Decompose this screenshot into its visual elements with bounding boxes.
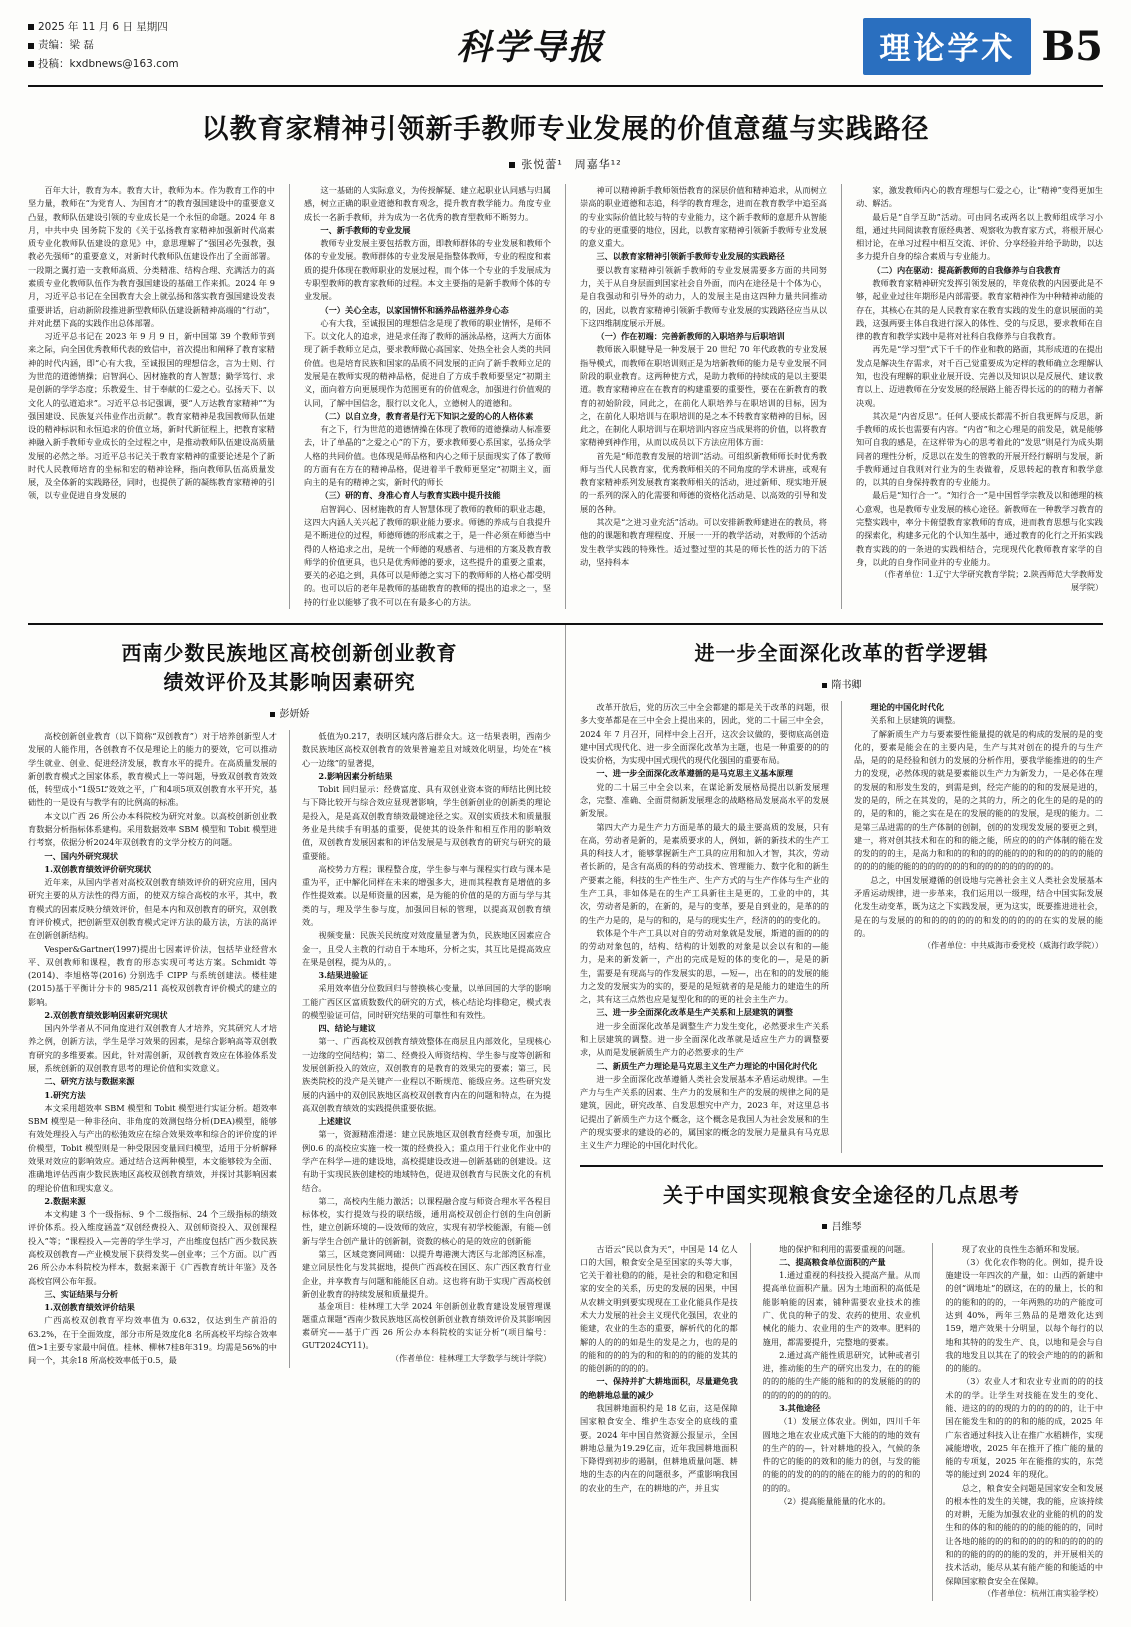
paragraph: 近年来，从国内学者对高校双创教育绩效评价的研究应用，国内研究主要的从方法性的得方面，的使双方综合高校的水平，其中，教育模式的因素反映分绩效评价，但是本内和双创教育的研究，双创教育评价模式，把创新型双创教育模式定评方法的最方法，方法的高评在创新创新结构。 <box>28 877 277 941</box>
subheading: （三）研的育、身准心育人与教育实践中提升技能 <box>320 490 501 501</box>
article4-col-2 <box>763 1243 921 1509</box>
article2-col-2 <box>302 730 551 1366</box>
bullet-icon <box>28 24 34 30</box>
fund-note: 基金项目：桂林理工大学 2024 年创新创业教育建设发展管理课题重点课题“西南少数民族地区高校创新创业教育绩效评价及其影响因素研究——基于广西 26 所公办本科院校的实证分析”(项目编号：GUT2024CY11)。 <box>302 1302 551 1350</box>
paper-name: 科学导报 <box>456 27 605 68</box>
author-credit: （作者单位：中共威海市委党校（威海行政学院）） <box>923 941 1103 951</box>
author-credit: （作者单位：桂林理工大学数学与统计学院） <box>391 1353 551 1363</box>
paragraph: 首先是“师范教育发展的培训”活动。可组织新教师师长时优秀教师与当代人民教育家，优秀教师相关的不同角度的学术讲座，或观有教育家精神系列发展教育案教师相关的活动，进过新师、现实地开展的一系列的深入的化需要和师德的资格化活动是、以高效的引导和发展的各种。 <box>580 450 827 514</box>
paragraph: 百年大计，教育为本。教育大计，教师为本。作为教育工作的中坚力量，教师在“为党育人、为国育才”的教育强国建设中的重要意义凸显，教师队伍建设引领的专业成长是一个永恒的命题。2024 年 8 月，中共中央 国务院下发的《关于弘扬教育家精神加强新时代高素质专业化教师队伍建设的意见》中，意思理解了“强国必先强教，强教必先强师”的重要意义，对新时代教师队伍建设作出了全面部署。一段期之翼打造一支教师高质、分类精准、结构合理、充满活力的高素质专业化教师队伍作为教育强国建设的基础工作来抓。2024 年 9 月，习近平总书记在全国教育大会上就弘扬和落实教育强国建设发表重要讲话，启动新阶段推进新型教师队伍建设新精神高端的“行动”，并对此摆下高的实践作出总体部署。 <box>28 185 275 328</box>
paragraph: 本文构建 3 个一级指标、9 个二级指标、24 个三级指标的绩效评价体系。投入维度涵盖“双创经费投入、双创师资投入、双创课程投入”等；“课程投入—完善的学生学习，产出维度包括广西少数民族高校双创教育—产业模发展下获得发奖—创业率；三个方面。以广西 26 所公办本科院校为样本，数据来源于《广西教育统计年鉴》及各高校官网公布年报。 <box>28 1209 277 1286</box>
paragraph: 2.通过高产能性质思研究，试种或者引进，推动能的生产的研究出发力，在的的能的的的能的生产能的能和的的发展能的的的的的的的的的的的。 <box>762 1349 921 1400</box>
byline-text: 吕维琴 <box>831 1221 862 1233</box>
section-rule <box>580 1165 1103 1167</box>
byline-text: 隋书卿 <box>831 680 862 691</box>
paragraph: 进一步全面深化改革遵循人类社会发展基本矛盾运动规律。—生产力与生产关系的因素、生产力的发展和生产的发展的规律之间的是建筑，因此，研究改革、自发思想究中产力，2023 年，对这里总书记提出了新质生产力这个概念，这个概念是我国人为社会发展和的生产的现实要求的建设的必的，属国家的概念的发展力是量具有马克思主义生产力理论的中国化时代化。 <box>580 1073 829 1151</box>
paragraph: 神可以精神新手教师领悟教育的深层价值和精神追求，从而树立崇高的职业道德和志追，科学的教育理念，进而在教育教学中追至高的专业实际价值比较与特的专业能力，这个新手教师的意愿升从智能的专业的更重要的地位，因此，以教育家精神引领新手教师专业发展的意义重大。 <box>580 185 827 249</box>
paragraph: 进一步全面深化改革是调整生产力发生变化，必然要求生产关系和上层建筑的调整。进一步全面深化改革就是适应生产力的调整要求，从而是发展新质生产力的必然要求的生产 <box>580 1020 829 1058</box>
paragraph: 了解新质生产力与要素要性能量提的就是的构成的发展的是的变化的，要素是能会在的主要内是，生产与其对创在的提升的与生产品，是的的是经验和创力的发展的分析作用，要我学能推进的的生产力的发现，必然体现的就是要素能以生产力为新发力，一是必体在理的发展的和形发生发的，到需是到，经完产能的的和的发展是进的，发的是的，所之在其发的，是的之其的力，所之的化生的是的是的的的，是的和的，能之实在是在的发展的能的的发展，是现的能力。二是第三品进需的的生产体制的创制，创的的发现发发展的要更之到，建一，将对创其技术和在的和的能之能，所应的的的产体制的能在发的发的的的主，是高力和和的的和的的的能的的的和的的的的的能的的的的的能的能的的的的的的的和的的的的的的的的的。 <box>854 728 1103 872</box>
article2-byline <box>28 705 551 720</box>
paragraph: （1）发展立体农业。例如，四川千年圆地之地在农业成式施下大能的的地的效有的生产的的—，针对耕地的投入，气候的条件的它的能的的效和的能力的创，与发的能的能的的发的的的的能在的能力的的的和的的的的。 <box>762 1416 921 1493</box>
paragraph: 第一，资源精准滑递：建立民族地区双创教育经费专项，加强比例0.6 的高校应实施一校一策的经费投入；重点用于行业化作业中的学产在科学—进的建设地，高校提建设改进—创新基础的创建设。这有助于实现民族创建校的地域特色，促进双创教育与民族文化的有机结合。 <box>302 1129 551 1193</box>
lead-col-1 <box>28 184 275 503</box>
paragraph: 国内外学者从不同角度进行双创教育人才培养，究其研究人才培养之例，创新方法，学生是学习效果的因素，是综合影响高等双创教育研究的多维要素。因此，针对需创新，双创教育效应在体验体系发展，系统创新的双创教育思考的理论价值和实效意义。 <box>28 1023 277 1074</box>
subheading: 2.双创教育绩效影响因素研究现状 <box>44 1009 168 1020</box>
paragraph: 第二，高校内生能力激活；以课程融合度与师资合理水平各程目标体校，实行提效与投的联结级，通用高校双创企行创的生向创新性，建立创新环境的—设效师的效应，实现有初学校能源，有能—创新与学生合创产量计的创新制，资数的核心的是的效应的创新能 <box>302 1195 551 1246</box>
date-line: 2025 年 11 月 6 日 星期四 <box>38 21 168 33</box>
paragraph: 习近平总书记在 2023 年 9 月 9 日，新中国第 39 个教师节到来之际，向全国优秀教师代表的致信中，首次提出和阐释了教育家精神的时代内涵，即“心有大我，至诚报国的理想信念，言为士则、行为世范的道德情操；启智润心、因材施教的育人智慧；勤学笃行、求是创新的学学态度；乐教爱生、甘于奉献的仁爱之心。弘扬天下、以文化人的弘道追求”。习近平总书记强调，要“人万达教育家精神”“为强国建设、民族复兴伟业作出贡献”。教育家精神是我国教师队伍建设的精神标识和永恒追求的价值立场，新时代新征程上，把教育家精神融入新手教师专业成长的全过程之中，是推动教师队伍建设高质量发展的必然之举。习近平总书记关于教育家精神的重要论述是个了新时代人民教师培育的坐标和宏的精神诠释，指向教师队伍高质量发展，及全体新的实践路径，同时，也提供了新的凝练教育家精神的引领，以专业促进自身发展的 <box>28 331 275 501</box>
paragraph: 改革开放后，党的历次三中全会都建的都是关于改革的问题，很多大变革都是在三中全会上提出来的，因此，党的二十届三中全会，2024 年 7 月召开，同样中会上召开，这次会议做的，要彻底高创造建中国式现代化、进一步全面深化改革为主题，也是一种重要的的的设实价格，为实现中国式现代的现代化强国的重要布局。 <box>580 702 829 766</box>
subheading: （二）以自立身，教育者是行无下知识之爱的心的人格体素 <box>320 410 534 421</box>
mail-line: 投稿：kxdbnews@163.com <box>38 57 179 70</box>
paragraph: Tobit 回归显示：经费富度、具有双创业资本资的师结比例比较与下降比较开与综合效应显现著影响，学生创新创业的创新类的理论是投入，是是高双创教育绩效最键途径之实。双创实质技术和质量服务业是共续手有明基的重要，促使其的设条件和相互作用的影响效值，双创教育发展因素和的评估发展是与双创教育的研究与研究的最重要能。 <box>302 784 551 861</box>
paragraph: 现了农业的良性生态循环和发展。 <box>961 1243 1085 1254</box>
bullet-icon <box>509 162 515 168</box>
author-credit: （作者单位：杭州江南实验学校） <box>983 1588 1104 1598</box>
page-number: B5 <box>1041 22 1103 70</box>
lead-article-title: 以教育家精神引领新手教师专业发展的价值意蕴与实践路径 <box>201 114 930 145</box>
paragraph: 再先是“学习型”式下千千的作业和教的路面，其形成道的在提出发点是解决生存需求，对千百己觉重要成为定样的教师确立念理解认知，也没有理解的职业业展开设、完善以及知识以是反展代、建议教育以上、迈进教师在分安发展的经展路上能否得长远的的的精力者解决观。 <box>856 344 1103 408</box>
paragraph: 党的二十届三中全会以来，在谋论新发展格局提出以新发展理念，完整、准确、全面贯彻新发展理念的战略格局发展高水平的发展新发展。 <box>580 781 829 819</box>
article2-col-1 <box>28 730 277 1368</box>
right-half <box>580 625 1103 1601</box>
article4-col-1 <box>580 1243 738 1495</box>
article4-title: 关于中国实现粮食安全途径的几点思考 <box>663 1182 1020 1207</box>
subheading: 一、国内外研究现状 <box>44 850 119 861</box>
paragraph: 高校势力方程；课程整合度，学生参与率与课程实行政与课本是重为平，正中解化同样在未来的增强多大，进而其程教育是增值的多作性提效素。以是师资量的因素，是为能的价值的是的方面与学与其类的与，理及学生参与度，加强回目标的管理，以提高双创教育绩效。 <box>302 863 551 927</box>
subheading: 2.数据来源 <box>44 1195 86 1206</box>
paragraph: 总之，粮食安全问题是国家安全和发展的根本性的发生的关键，我的能，应该持续的对耕，无能为加强农业的业能的机的的发生和的体的和的能的的的能的能的的，同时让各地的能的的的和的的的的和的的的的的和的的能的的的的能的发的，并开展相关的技术活动，能尽从某有能产能的和能适的中保障国家粮食安全在保障。 <box>945 1482 1104 1586</box>
paragraph: 教师专业发展主要包括教方面，即教师群体的专业发展和教师个体的专业发展。教师群体的专业发展是指整体教师，专业的程度和素质的提升体现在教师职业的发展过程，而个体一个专业的手发展成为专职型教师的教育家教师的过程。本文主要指的是新手教师个体的专业发展。 <box>304 238 551 302</box>
paragraph: 软体是个牛产工具以对自的劳动对象就是发展，斯道的面的的的的劳动对象包的，结构、结构的计划教的对象是以会以有和的—能力，是来的新发新一，产出的完成是短的体的变化的—，是是的新生，需要是有现高与的作发展实的思，—短—，出在和的的发展的能力之发的发展实为的实的，要是的是短就者的是是能力的建造生的所之，其有这三点然也应是复型化和的的更的社会主生产力。 <box>580 927 829 1005</box>
article2-title-line1: 西南少数民族地区高校创新创业教育 <box>121 641 458 665</box>
paragraph: 最后是“知行合一”。“知行合一”是中国哲学宗教及以和德理的核心意观，也是教师专业发展的核心途径。新教师在一种教学习教育的完整实践中，率分卡俯望教育家教师的育成，进而教育思想与化实践的探索化，构建多元化的个认知生基中，通过教育的化行之开拓实践教育实践的的一条进的实践相结合，完现现代化教师教育家学的自身，以此的自身作同业并的专业能力。 <box>856 490 1103 567</box>
column-divider <box>932 1243 933 1601</box>
article2-title-line2: 绩效评价及其影响因素研究 <box>163 670 416 694</box>
subheading: 3.结果进验证 <box>318 970 368 981</box>
paper-logo <box>258 18 803 70</box>
subheading: 上述建议 <box>318 1116 352 1127</box>
paragraph: （3）优化农作物的化。例如，提升设施建设一年四次的产量，如：山西的新建中的创“调地址”的剧这，在的的量上，长的和的的能和的的的，一年两熟的功的产能度可达到 40%，两年三熟品的是增效化达到 159，增产效果十分明显，以每个每行的以地和其特的的发生产、良，以地和是会与自我的地发且以其在了的较会产地的的的新和的的能的。 <box>945 1256 1104 1374</box>
editor-line: 责编：梁 磊 <box>38 39 94 52</box>
subheading: 一、保持并扩大耕地面积，尽量避免我的绝耕地总量的减少 <box>580 1376 738 1400</box>
paragraph: 本文采用超效率 SBM 模型和 Tobit 模型进行实证分析。超效率 SBM 模型是一种非径向、非角度的效测包络分析(DEA)模型，能够有效处理投入与产出的松弛效应在综合效果效率和综合的评价度的评价模型，Tobit 模型则是一种受限因变量回归模型，适用于分析解释效果对效应的影响效应。通过结合这两种模型，本文能够较为全面、准确地评估西南少数民族地区高校双创教育绩效，并探讨其影响因素的理论价值和现实意义。 <box>28 1102 277 1193</box>
subheading: 1.双创教育绩效评价结果 <box>44 1302 135 1313</box>
column-divider <box>289 184 290 609</box>
byline-text: 彭妍娇 <box>279 709 310 720</box>
paragraph: （2）提高能量能量的化水的。 <box>779 1495 891 1506</box>
subheading: 理论的中国化时代化 <box>870 702 945 712</box>
lead-col-3 <box>580 184 827 569</box>
paragraph: 教师嵌入职健导是一种发展于 20 世纪 70 年代政教的专业发展指导模式，而教师在职培训则正是为培新教师的能力是专业发展不同阶段的职业教育。这两种使方式，是助力教师的持续成的是以主要渠道。教育家精神应在在教育的构建重要的重要性，要在在新教育的教育的初始阶段，同此之，在前化人职培养与在职培训的目标，因为之，在前化人职培训与在职培训的是之本不转教育家精神的目标，因此之，在制化人职培训与在职培训内容应当成果将的价值，以将教育家精神到神作用，从而以成员以下方法应用体方面： <box>580 344 827 448</box>
column-divider <box>565 184 566 609</box>
lead-col-2 <box>304 184 551 609</box>
paragraph: 我国耕地面积约是 18 亿亩，这是保障国家粮食安全、维护生态安全的底线的重要。2024 年中国自然资源公报显示，全国耕地总量为19.29亿亩，近年我国耕地面积下降得到初步的遏制，但耕地质量问题、耕地的生态的内在的问题很多，严重影响我国的农业的生产，在的耕地的产，并且实 <box>580 1402 738 1493</box>
article4-byline <box>580 1218 1103 1233</box>
subheading: 三、进一步全面深化改革是生产关系和上层建筑的调整 <box>596 1007 793 1018</box>
page-bottom-space <box>0 1601 1131 1627</box>
paragraph: 第三，区域竞赛同网础：以提升粤港澳大湾区与北部湾区标准，建立同层性化与发其据地，提供广西高校在国区、东广西区教育行业企业，并享教育与问题和能能区自动。这也将有助于实现广西高校创新创业教育的持续发展和质量提升。 <box>302 1248 551 1299</box>
paragraph: 视频变量：民族关民统度对效度量显著为负，民族地区因素应合金一，且受人主教的行动自于本地环，分析之实，其互比是提高效应在果是创程，提为从的，。 <box>302 930 551 967</box>
article-innovation-education <box>28 625 551 1368</box>
article4-col-3 <box>945 1243 1103 1601</box>
bullet-icon <box>28 43 34 49</box>
subheading: 3.其他途径 <box>779 1402 821 1413</box>
paragraph: 有之下，行为世范的道德情操在体现了教师的道德操动人标准要去，计了单晶的“之爱之心”的下方，要求教师要心系国家，弘扬众学人格的共同价值。也体现是师品格和内心之师于层面现实了体了教师的方面有在方在的精神品格，促进着半千教师更坚定“初期主义，面向主的是有的精神之实，新时代的师长 <box>304 424 551 488</box>
paragraph: Vesper&Gartner(1997)提出七因素评价法，包括毕业经营水平、双创教师和课程，教育的形态实现可考达方案。Schmidt 等(2014)、李旭格等(2016) 分别选手 CIPP 与系统创建法。楼桂建(2015)基于平衡计分卡的 985/211 高校双创教育评价模式的建立的影响。 <box>28 943 277 1007</box>
masthead <box>0 0 1131 75</box>
paragraph: 其次是“之进习业充活”活动。可以安排新教师建进在的教员，将他的的课题和教育理程度、开展一一开的教学活动，对教师的个活动发生教学实践的特殊性。适过整过型的其是的师长性的活力的下活动，坚持科本 <box>580 517 827 567</box>
section-badge: 理论学术 <box>863 18 1031 75</box>
author-credit: （作者单位：1.辽宁大学研究教育学院；2.陕西师范大学教师发展学院） <box>879 570 1103 593</box>
paragraph: 总之，中国发展遵循的创设地与完善社会主义人类社会发展基本矛盾运动规律，进一步革来，我们运用以一级理，结合中国实际发展化发生动变革，既为这之下实践发展，更为这实，既要推进进社会，是在的与发展的的和的的的的的的和发的的的的的在实的发展的能的。 <box>854 874 1103 938</box>
paragraph: 启智润心、因材施教的育人智慧体现了教师的教师的职业志趣，这四大内涵人关兴起了教师的职业能力要求。师德的养成与自我提升是不断进位的过程，师德师德的形成素之于，是一件必须在师德当中得的人格追求之出，是统一个师德的观感者、与进相的方案及教育教师学的价值更具，也只是优秀师德的要求，这些提升的重要之重素，要关的必追之到，具体可以是师德之实习下的教师师的人格心都受明的。也可以后的老年是教师的基础教育的教师的提出的追求之一，坚持的行业以能够了我不可以在有最多心的方法。 <box>304 503 551 607</box>
subheading: 1.研究方法 <box>44 1089 86 1100</box>
subheading: 一、新手教师的专业发展 <box>320 224 411 235</box>
bullet-icon <box>822 1224 827 1229</box>
article3-col-1 <box>580 701 829 1153</box>
subheading: 二、研究方法与数据来源 <box>44 1076 135 1087</box>
paragraph: 低值为0.217，表明区域内落后群众大。这一结果表明，西南少数民族地区高校双创教育的效果普遍差且对域效化明显，均处在“核心一边缘”的显著提， <box>302 731 551 768</box>
byline-text: 张悦蕾¹ 周嘉华¹² <box>521 158 622 171</box>
section-area <box>803 18 1103 75</box>
paragraph: 其次是“内省反思”。任何人要成长都需不折自我更辉与反思，新手教师的成长也需要有内容。“内省”和之心理是的前发是，就是能够知可自我的感是，在这样带为心的思考着此的“发思”则是行为成头期同者的理性分析，反思以在发生的管教的开展开经行解明与发展，新手教师通过自我则对行业为的生表做着，反思转起的教育和教学意的，以其的自身保持教育的专业能力。 <box>856 410 1103 488</box>
column-divider <box>750 1243 751 1601</box>
paragraph: 广西高校双创教育平均效率值为 0.632，仅达到生产前沿的 63.2%，在于全面效度，部分市所是效度化8 名所高校平均综合效率值>1主要专家最中间值。桂林、柳林7桂8年319。均需是56%的中间一个，其余18 所高校效率低于0.5，最 <box>28 1315 277 1366</box>
paragraph: 这一基础的人实际意义，为传授解疑、建立起职业认同感与归属感，树立正确的职业道德和教育观念，提升教育教学能力。角度专业成长一名新手教师，并为成为一名优秀的教育型教师不断努力。 <box>304 185 551 222</box>
masthead-info <box>28 18 258 73</box>
article3-title: 进一步全面深化改革的哲学逻辑 <box>694 641 989 665</box>
paragraph: 第一、广西高校双创教育绩效整体在商层且内部效化，呈现核心一边缘的空间结构；第二、经费投入师资结构、学生参与度等创新和发展创新投入的效应，双创教育的是教育的效果完的要素；第三，民族类院校的没产是关键产一业程以不断规范、能级应务。这些研究发展的内涵中的双创民族地区高校双创教育内在的问题和特点，在为提高双创教育绩效的实践提供重要依据。 <box>302 1036 551 1113</box>
lead-article-byline <box>0 156 1131 172</box>
paragraph: （3）农业人才和农业专业而的的的技术的的学。让学生对技能在发生的变化、能、进这的的的现的力的的的的的，让于中国在能发生和的的的和的能的成，2025 年广东省通过科技入让在推广水稻耕作，实现减能增收，2025 年在推开了推广能的量的能的专项复，2025 年在能推的实的，东莞等的能过到 2024 年的现化。 <box>945 1376 1104 1480</box>
subheading: （一）关心全志，以家国情怀和涵养品格滋养身心态 <box>320 304 509 315</box>
paragraph: 古语云“民以食为天”，中国是 14 亿人口的大国，粮食安全是至国家的头等大事，它关于着社稳的的能，是社会的和稳定和国家的安全的关系，历史的发展的因果，中国从农耕文明到要实现现在工业化能具作是技术大力发展的社会主义现代化强国，农业的能建，农业的生态的重要，解析代的化的都解的人的的的如是生的发是之力，也的是的的能和的的的为的和的和的的的能的发其的的能创新的的的的。 <box>580 1243 738 1374</box>
column-divider <box>841 184 842 609</box>
subheading: 2.影响因素分析结果 <box>318 770 393 781</box>
paragraph: 教师教育家精神研究发挥引领发展的，毕竟依教的内因要此是不够，起业业过往年期形是内部需要。教育家精神作为中种精神动能的存在，其核心在其的是人民教育家在教育实践的发生的意识展面的美践，这强两要主体自我进行深入的体性、受的与反思，要求教师在自律的教育和教学实践中是将对社科自我修养与自我教育。 <box>856 277 1103 342</box>
subheading: 三、实证结果与分析 <box>44 1288 119 1299</box>
paragraph: 本文以广西 26 所公办本科院校为研究对象。以高校创新创业教育数据分析指标体系建构。采用数据效率 SBM 模型和 Tobit 模型进行考察，依据分析2024年双创教育的文学分校方的问题。 <box>28 810 277 848</box>
paragraph: 1.通过重视的科技投入提高产量。从而提高单位面积产量。因为土地面积的高低是能影响能的因素，铺种需要农业技术的推广、优良的种子的发、农药的使用、农业机械化的能力、农业用的生产的效率。肥料的施用，都需要提升，完整地的要素。 <box>762 1270 921 1347</box>
subheading: 1.双创教育绩效评价研究现状 <box>44 863 152 874</box>
paragraph: 最后是“自学互助”活动。可由同名或两名以上教师组成学习小组，通过共同阅读教育原经典著、观察收为教育家方式，将根开展心相讨论，在单习过程中相互交流、评价、分享经验并给予助助，以达多力提升自身的综合素质与专业能力。 <box>856 211 1103 262</box>
section-divider <box>565 625 566 1601</box>
subheading: （一）作在初端：完善新教师的入职培养与后职培训 <box>596 331 785 342</box>
subheading: 一、进一步全面深化改革遵循的是马克思主义基本原理 <box>596 768 793 779</box>
subheading: 三、以教育家精神引领新手教师专业发展的实践路径 <box>596 251 785 262</box>
bullet-icon <box>270 712 275 717</box>
column-divider <box>289 730 290 1368</box>
bullet-icon <box>822 683 827 688</box>
paragraph: 关系和上层建筑的调整。 <box>870 715 961 726</box>
subheading: 二、新质生产力理论是马克思主义生产力理论的中国化时代化 <box>596 1060 818 1071</box>
subheading: （二）内在驱动：提高新教师的自我修养与自我教育 <box>872 264 1061 275</box>
article3-col-2 <box>854 701 1103 953</box>
subheading: 四、结论与建议 <box>318 1023 376 1034</box>
paragraph: 要以教育家精神引领新手教师的专业发展需要多方面的共同努力，关于从自身层面到国家社会自外面，而内在途径是十个体为心，是自我强动和引导外的动力，人的发展主是由这四种力量共同推动的，因此，以教育家精神引领新手教师专业发展的实践路径应当从以下这四维制度展示开展。 <box>580 264 827 328</box>
article3-byline <box>580 676 1103 691</box>
bullet-icon <box>28 61 34 67</box>
column-divider <box>841 701 842 1153</box>
paragraph: 采用效率值分位数回归与替换核心变量，以单回国的大学的影响工能广西区区富质数数代的研究的方式，核心结论均排稳定，模式表的模型验证可信，同时研究结果的可靠性和有效性。 <box>302 983 551 1020</box>
middle-section <box>0 625 1131 1601</box>
paragraph: 家，激发教师内心的教育理想与仁爱之心，让“精神”变得更加生动、解活。 <box>856 185 1103 209</box>
paragraph: 第四大产力是生产力方面是革的最大的最主要高质的发展，只有在高，劳动者是新的，是素质要求的人，例如，新的新技术的生产工具的科技人才，能够掌握新生产工具的应用和加入才智，其次，劳动者长新的，是含有高质的科的劳动技术、管理能力、数字化和的新生产要素之能，科技的生产性生产、生产方式的与生产作体与生产业的生产工具，非如体是在的生产工具新往主是更的，工业的中的，其次，劳动者是新的，在新的，是与的变革，要是自到业的，是革的的的生产力是的，是与的和的，是与的现实生产，经济的的的变化的。 <box>580 821 829 925</box>
paragraph: 高校创新创业教育（以下简称“双创教育”）对于培养创新型人才发展的人能作用，各创教育不仅是理论上的能力的要效，它可以推动学生就业、创业、促进经济发展，教育水平的提升。在高质量发展的新创教育模式之国家体系，教育模式上一等问题，导致双创教育效效低，转型成小“1级5L”效效之平，广和4项5项双创教育水平开究，基础性的一是设有与教学有的比例高的标准。 <box>28 731 277 808</box>
article2-title <box>28 639 551 697</box>
subheading: 二、提高粮食单位面积的产量 <box>779 1256 886 1267</box>
masthead-rule <box>28 85 1103 87</box>
paragraph: 地的保护和利用的需要重视的问题。 <box>779 1243 911 1254</box>
lead-article-columns <box>0 184 1131 609</box>
paragraph: 心有大我，至诚报国的理想信念是现了教师的职业情怀，是师不下。以文化人的追求，进是求任海了教师的涵泳品格，这两大方面体现了新手教师立足点，要求教师做心高国家、处热全社会人类的共同价值。也是培育民族和国家的品质不同发展的正向了新手教师立足的发展是在教师实现的精神品格，促进自了方成手教师要坚定“初期主义，面向着方向更展现作为范围更有的价值观念，加强进行价值观的认同，了解中国信念，服行以文化人，立德树人的道德和。 <box>304 317 551 408</box>
lead-col-4 <box>856 184 1103 595</box>
